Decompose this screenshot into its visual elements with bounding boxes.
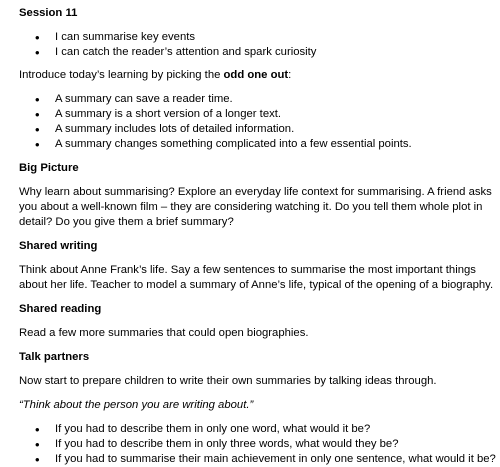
big-picture-text: Why learn about summarising? Explore an everyday life context for summarising. A friend asks you about a well-known film – they are considering watching it. Do you tell them whole plot in detail? Do you give them a brief summary? [19, 186, 492, 228]
list-item: • I can summarise key events [19, 30, 496, 45]
list-item: • If you had to summarise their main achievement in only one sentence, what would it be? [19, 452, 496, 467]
objectives-list [19, 30, 496, 60]
intro-suffix: : [288, 69, 292, 81]
session-title: Session 11 [19, 7, 78, 19]
talk-partners-text: Now start to prepare children to write their own summaries by talking ideas through. [19, 375, 437, 387]
shared-reading-heading: Shared reading [19, 303, 102, 315]
list-item: • I can catch the reader’s attention and spark curiosity [19, 45, 496, 60]
shared-writing-heading: Shared writing [19, 240, 98, 252]
list-item: • A summary is a short version of a longer text. [19, 107, 496, 122]
talk-partners-heading: Talk partners [19, 351, 90, 363]
intro-emphasis: odd one out [223, 69, 289, 81]
odd-one-out-list [19, 92, 496, 152]
list-item: • A summary can save a reader time. [19, 92, 496, 107]
list-item: • If you had to describe them in only three words, what would they be? [19, 437, 496, 452]
questions-list [19, 422, 496, 467]
shared-reading-text: Read a few more summaries that could open biographies. [19, 327, 309, 339]
intro-paragraph [19, 68, 496, 83]
talk-partners-quote: “Think about the person you are writing about.” [19, 399, 254, 411]
intro-prefix: Introduce today’s learning by picking the [19, 69, 224, 81]
big-picture-heading: Big Picture [19, 162, 79, 174]
shared-writing-text: Think about Anne Frank’s life. Say a few sentences to summarise the most important things about her life. Teacher to model a summary of Anne’s life, typical of the opening of a biography. [19, 264, 494, 291]
list-item: • A summary changes something complicated into a few essential points. [19, 137, 496, 152]
list-item: • A summary includes lots of detailed information. [19, 122, 496, 137]
list-item: • If you had to describe them in only one word, what would it be? [19, 422, 496, 437]
